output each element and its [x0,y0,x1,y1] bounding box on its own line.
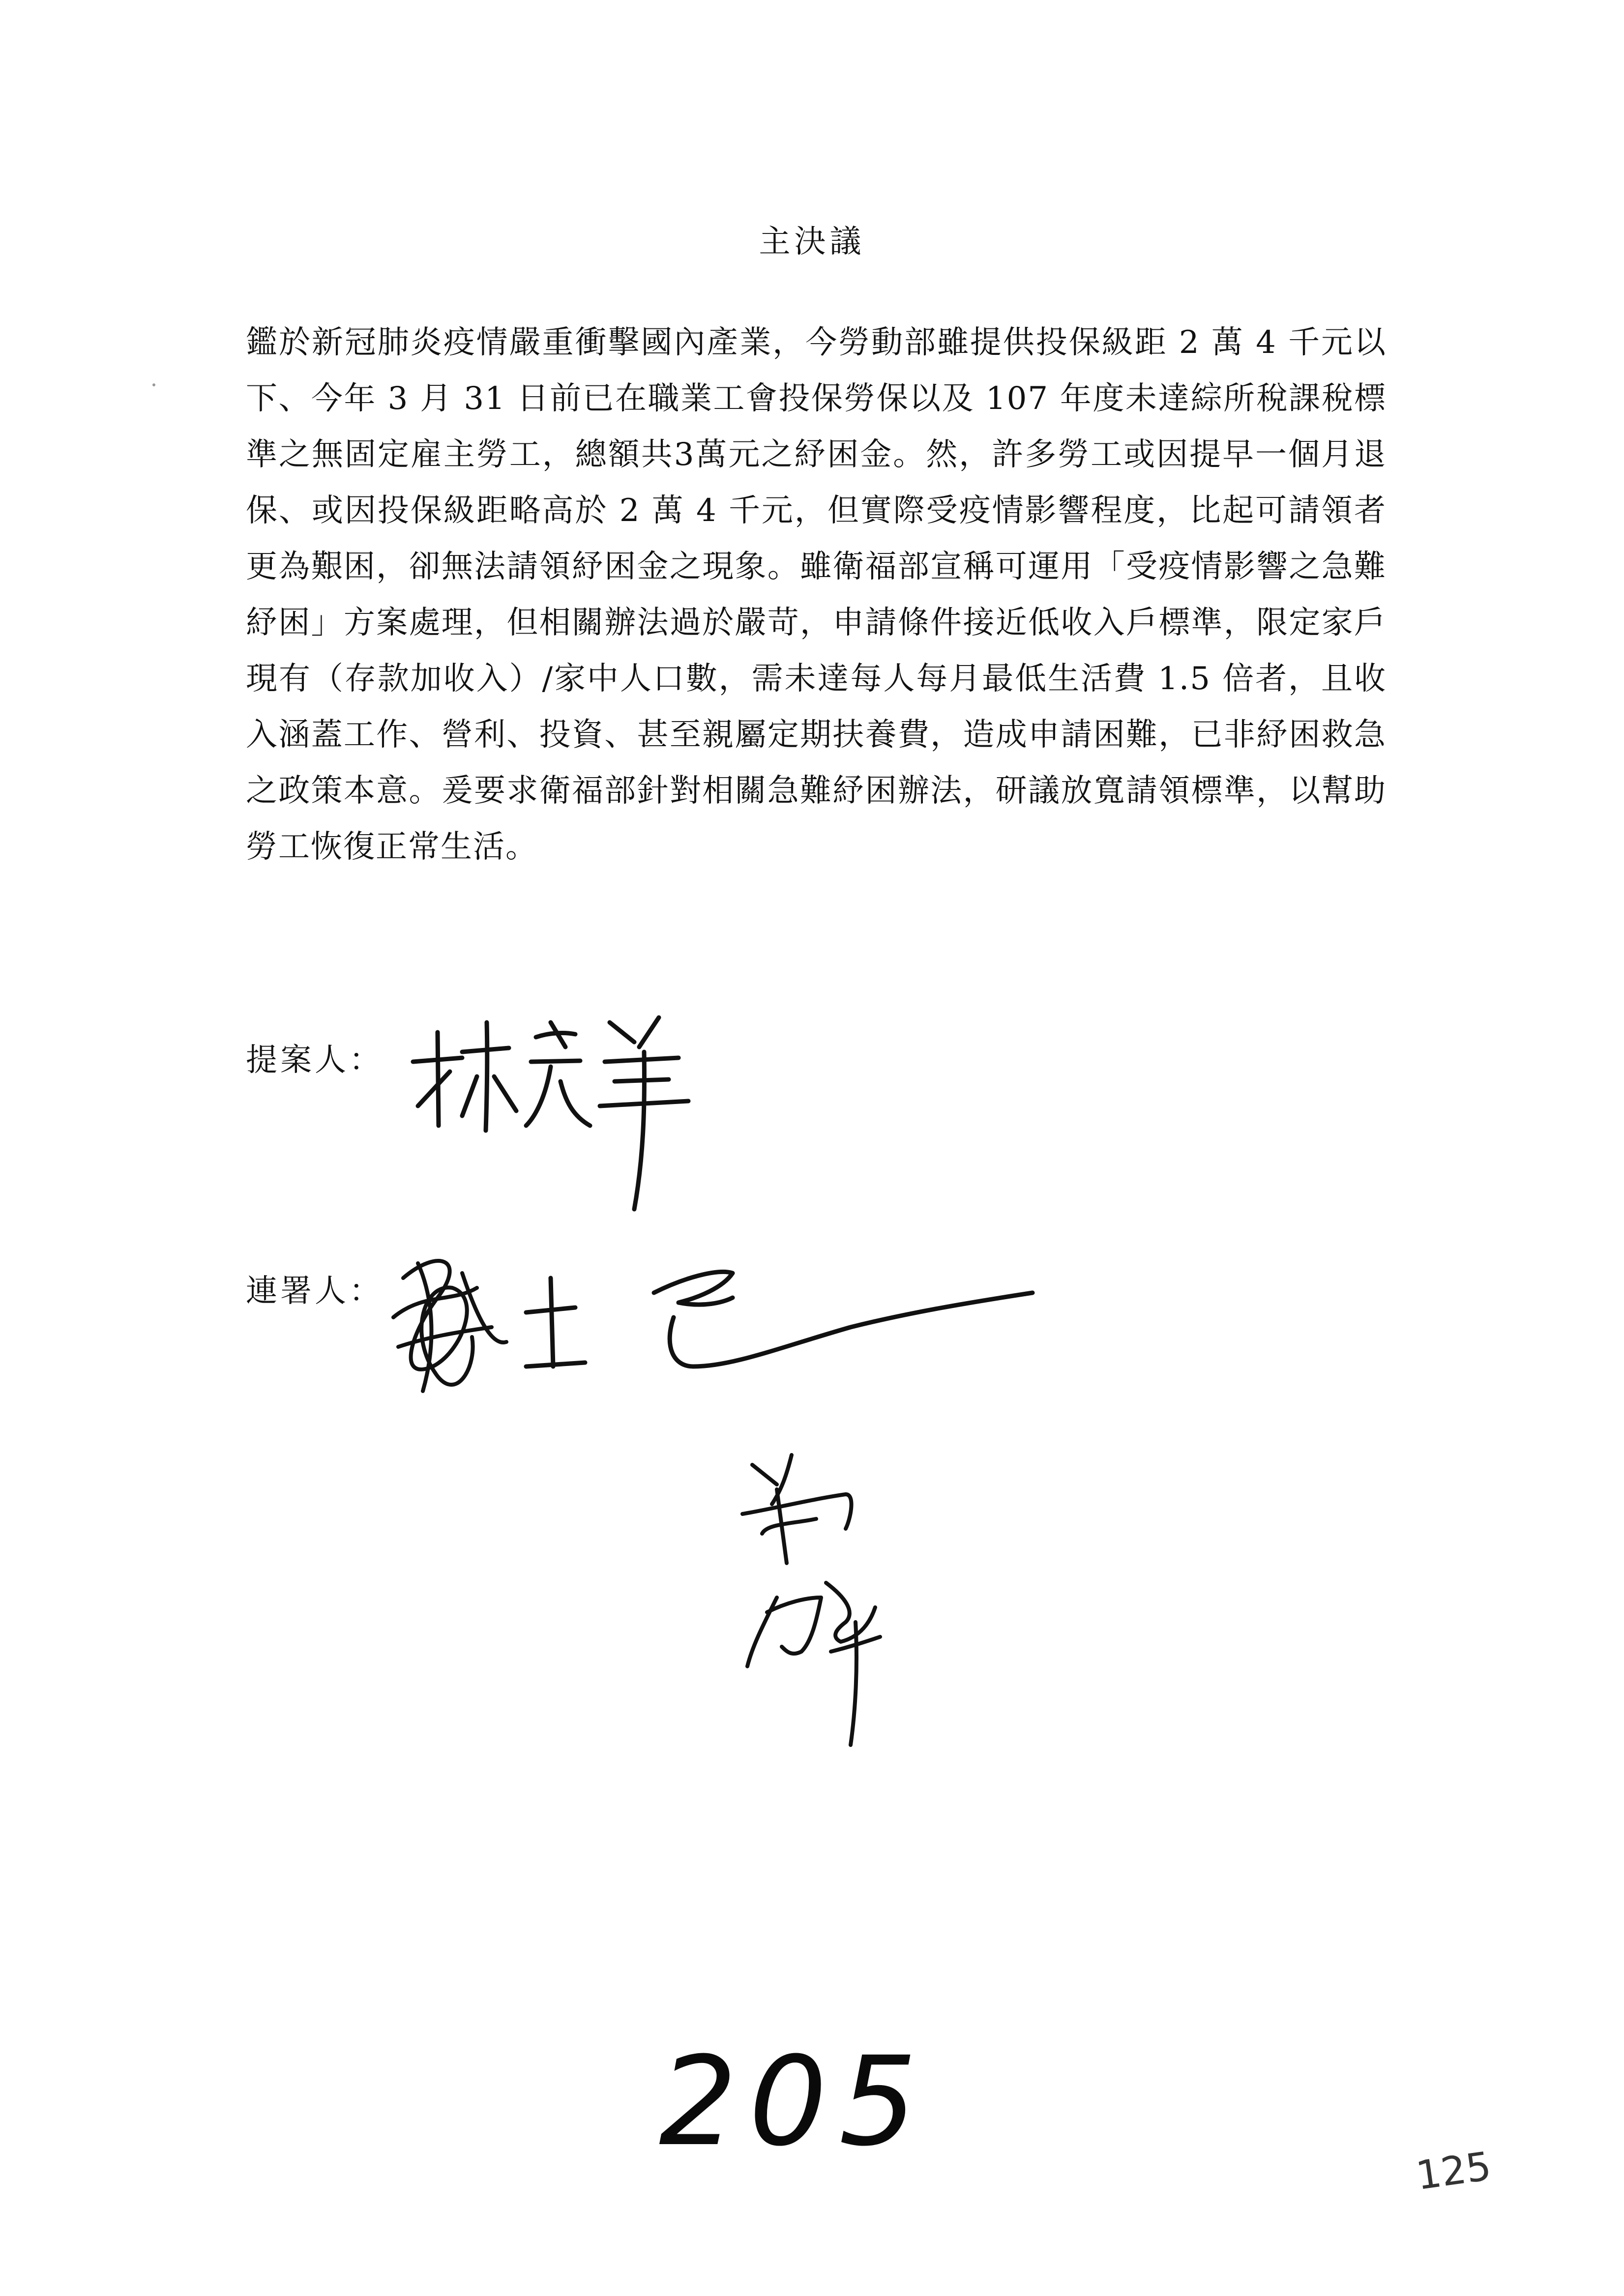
proposer-label: 提案人： [246,1042,384,1078]
cosigner-label: 連署人： [246,1273,384,1309]
proposer-signature [403,1003,747,1239]
cosigner-signature-1 [379,1219,1057,1425]
resolution-body: 鑑於新冠肺炎疫情嚴重衝擊國內產業，今勞動部雖提供投保級距 2 萬 4 千元以下、今年 3 月 31 日前已在職業工會投保勞保以及 107 年度未達綜所稅課稅標準之無固定雇主勞工，總額共3萬元之紓困金。然，許多勞工或因提早一個月退保、或因投保級距略高於 2 萬 4 千元，但實際受疫情影響程度，比起可請領者更為艱困，卻無法請領紓困金之現象。雖衛福部宣稱可運用「受疫情影響之急難紓困」方案處理，但相關辦法過於嚴苛，申請條件接近低收入戶標準，限定家戶現有（存款加收入）/家中人口數，需未達每人每月最低生活費 1.5 倍者，且收入涵蓋工作、營利、投資、甚至親屬定期扶養費，造成申請困難，已非紓困救急之政策本意。爰要求衛福部針對相關急難紓困辦法，研議放寬請領標準，以幫助勞工恢復正常生活。 [246,324,1387,865]
document-title: 主決議 [759,224,865,260]
stamp-number: 205 [659,2030,929,2173]
page-mark: 125 [1413,2143,1494,2199]
scan-speck [152,383,155,386]
cosigner-signature-2 [733,1435,910,1760]
